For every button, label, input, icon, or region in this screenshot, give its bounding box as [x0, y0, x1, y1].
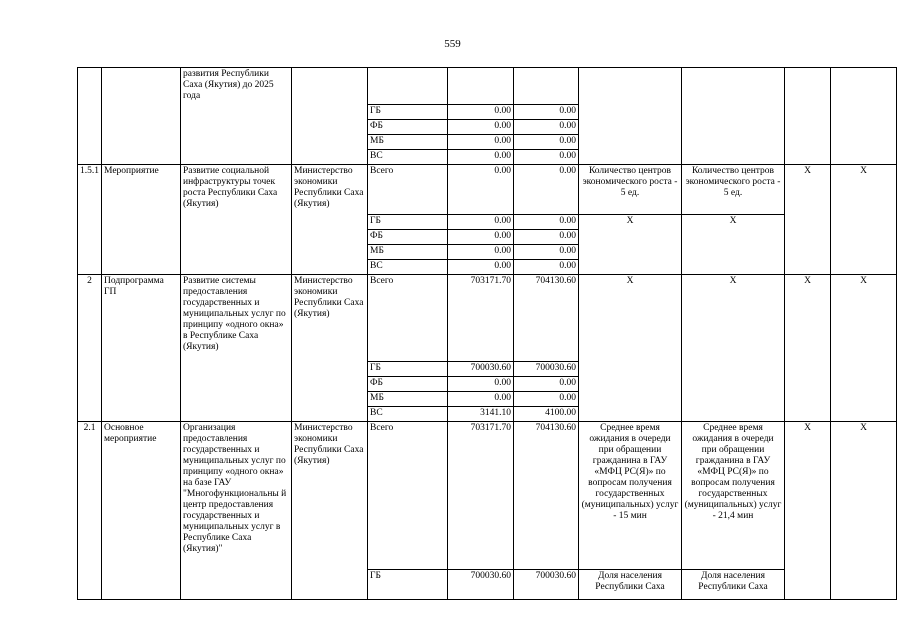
cell-src: ГБ — [368, 215, 448, 230]
cell-src: ГБ — [368, 105, 448, 120]
cell-src: ВС — [368, 150, 448, 165]
cell-src: Всего — [368, 275, 448, 362]
cell-v2: 0.00 — [514, 105, 579, 120]
cell-ind1: Доля населения Республики Саха — [579, 570, 682, 600]
cell-v1: 700030.60 — [448, 570, 514, 600]
cell-x-b — [831, 68, 897, 165]
cell-v2: 0.00 — [514, 120, 579, 135]
cell-v1 — [448, 68, 514, 105]
cell-v2: 700030.60 — [514, 362, 579, 377]
cell-v1: 0.00 — [448, 105, 514, 120]
cell-num: 2.1 — [78, 422, 102, 600]
cell-ind2: X — [682, 215, 785, 275]
cell-src: ФБ — [368, 377, 448, 392]
cell-x-b: X — [831, 422, 897, 600]
cell-name: Развитие социальной инфраструктуры точек роста Республики Саха (Якутия) — [181, 165, 292, 275]
cell-v2: 700030.60 — [514, 570, 579, 600]
cell-src: Всего — [368, 165, 448, 215]
cell-v2: 0.00 — [514, 260, 579, 275]
cell-name: развития Республики Саха (Якутия) до 2025 года — [181, 68, 292, 165]
cell-v1: 0.00 — [448, 260, 514, 275]
cell-v2: 0.00 — [514, 377, 579, 392]
cell-v1: 0.00 — [448, 392, 514, 407]
cell-v2: 0.00 — [514, 150, 579, 165]
cell-x-a — [785, 68, 831, 165]
cell-src: МБ — [368, 392, 448, 407]
cell-v2: 0.00 — [514, 135, 579, 150]
cell-x-a: X — [785, 275, 831, 422]
cell-v1: 0.00 — [448, 215, 514, 230]
cell-x-a: X — [785, 165, 831, 275]
cell-v2: 0.00 — [514, 215, 579, 230]
cell-ind1: X — [579, 215, 682, 275]
cell-exec: Министерство экономики Республики Саха (Якутия) — [292, 165, 368, 275]
cell-ind1: Количество центров экономического роста - 5 ед. — [579, 165, 682, 215]
cell-ind2: Количество центров экономического роста - 5 ед. — [682, 165, 785, 215]
cell-name: Развитие системы предоставления государственных и муниципальных услуг по принципу «одного окна» в Республике Саха (Якутия) — [181, 275, 292, 422]
cell-exec: Министерство экономики Республики Саха (Якутия) — [292, 275, 368, 422]
cell-v1: 0.00 — [448, 135, 514, 150]
cell-v2: 0.00 — [514, 165, 579, 215]
cell-v1: 0.00 — [448, 120, 514, 135]
cell-v1: 703171.70 — [448, 422, 514, 570]
cell-type: Мероприятие — [102, 165, 181, 275]
cell-src: ГБ — [368, 362, 448, 377]
cell-v2: 704130.60 — [514, 422, 579, 570]
cell-type — [102, 68, 181, 165]
cell-type: Основное мероприятие — [102, 422, 181, 600]
table-row — [78, 165, 897, 215]
cell-src: МБ — [368, 135, 448, 150]
cell-v2 — [514, 68, 579, 105]
cell-v2: 0.00 — [514, 230, 579, 245]
cell-src: МБ — [368, 245, 448, 260]
program-table — [77, 67, 897, 600]
cell-v1: 700030.60 — [448, 362, 514, 377]
cell-v2: 0.00 — [514, 392, 579, 407]
cell-src: ВС — [368, 407, 448, 422]
cell-x-b: X — [831, 275, 897, 422]
cell-exec: Министерство экономики Республики Саха (Якутия) — [292, 422, 368, 600]
cell-ind1 — [579, 68, 682, 165]
cell-src: ВС — [368, 260, 448, 275]
cell-num: 1.5.1 — [78, 165, 102, 275]
cell-type: Подпрограмма ГП — [102, 275, 181, 422]
table-row — [78, 275, 897, 362]
cell-exec — [292, 68, 368, 165]
cell-v1: 0.00 — [448, 150, 514, 165]
cell-ind1: Среднее время ожидания в очереди при обращении гражданина в ГАУ «МФЦ РС(Я)» по вопросам получения государственных (муниципальных) услуг - 15 мин — [579, 422, 682, 570]
cell-num — [78, 68, 102, 165]
cell-v1: 0.00 — [448, 165, 514, 215]
cell-ind1: X — [579, 275, 682, 422]
cell-v1: 703171.70 — [448, 275, 514, 362]
cell-src: ГБ — [368, 570, 448, 600]
table-row — [78, 68, 897, 105]
page-number: 559 — [444, 38, 461, 50]
cell-name: Организация предоставления государственных и муниципальных услуг по принципу «одного окна» на базе ГАУ "Многофункциональны й центр предоставления государственных и муниципальных услуг в Республике Саха (Якутия)" — [181, 422, 292, 600]
cell-v1: 0.00 — [448, 230, 514, 245]
cell-src: ФБ — [368, 120, 448, 135]
cell-x-b: X — [831, 165, 897, 275]
cell-v2: 704130.60 — [514, 275, 579, 362]
cell-src: ФБ — [368, 230, 448, 245]
cell-x-a: X — [785, 422, 831, 600]
cell-v1: 3141.10 — [448, 407, 514, 422]
cell-src — [368, 68, 448, 105]
cell-v1: 0.00 — [448, 245, 514, 260]
cell-ind2 — [682, 68, 785, 165]
cell-num: 2 — [78, 275, 102, 422]
table-row — [78, 422, 897, 570]
cell-ind2: Доля населения Республики Саха — [682, 570, 785, 600]
cell-src: Всего — [368, 422, 448, 570]
cell-ind2: Среднее время ожидания в очереди при обращении гражданина в ГАУ «МФЦ РС(Я)» по вопросам получения государственных (муниципальных) услуг - 21,4 мин — [682, 422, 785, 570]
cell-v2: 4100.00 — [514, 407, 579, 422]
cell-v1: 0.00 — [448, 377, 514, 392]
cell-ind2: X — [682, 275, 785, 422]
cell-v2: 0.00 — [514, 245, 579, 260]
